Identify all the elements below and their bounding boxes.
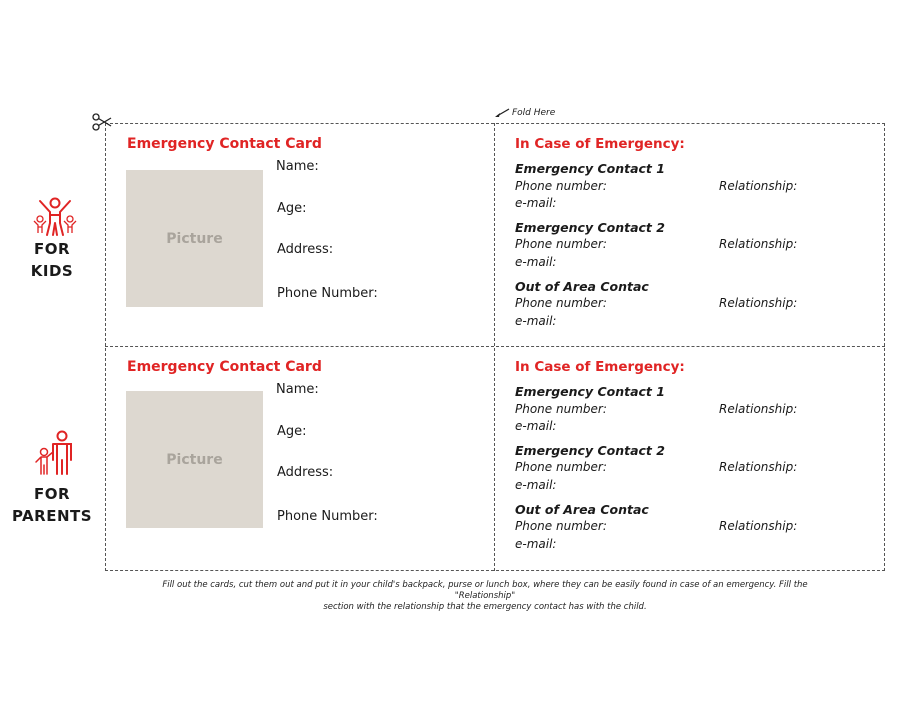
fold-here-label: Fold Here [494,108,555,118]
contact-2-heading: Emergency Contact 2 [515,220,665,235]
name-field[interactable]: Name: [276,382,319,397]
instructions-note: Fill out the cards, cut them out and put it in your child's backpack, purse or lunch box, where they can be easily found in case of an emergency. Fill the "Relationship" section with the relationship that the emergency contact has with the child. [162,580,808,612]
scissors-icon [92,113,112,131]
contact-3-phone[interactable]: Phone number: [515,519,607,533]
parents-icon [33,430,77,476]
contact-1-phone[interactable]: Phone number: [515,179,607,193]
contact-3-phone[interactable]: Phone number: [515,296,607,310]
contact-2-relationship[interactable]: Relationship: [719,237,798,251]
phone-number-field[interactable]: Phone Number: [277,286,378,301]
contact-1-relationship[interactable]: Relationship: [719,179,798,193]
fold-arrow-icon [494,108,510,118]
name-field[interactable]: Name: [276,159,319,174]
contact-1-relationship[interactable]: Relationship: [719,402,798,416]
contact-1-email[interactable]: e-mail: [515,419,557,433]
card-divider [105,346,885,347]
emergency-title: In Case of Emergency: [515,359,685,375]
contact-3-relationship[interactable]: Relationship: [719,296,798,310]
for-parents-label: FOR PARENTS [11,485,93,525]
card-title: Emergency Contact Card [127,359,322,375]
contact-1-email[interactable]: e-mail: [515,196,557,210]
contact-2-relationship[interactable]: Relationship: [719,460,798,474]
contact-2-email[interactable]: e-mail: [515,478,557,492]
age-field[interactable]: Age: [277,424,307,439]
emergency-title: In Case of Emergency: [515,136,685,152]
for-kids-label: FOR KIDS [30,240,74,280]
kids-icon [32,197,78,237]
fold-line [494,123,495,571]
address-field[interactable]: Address: [277,465,334,480]
contact-3-heading: Out of Area Contac [515,279,649,294]
contact-3-email[interactable]: e-mail: [515,314,557,328]
age-field[interactable]: Age: [277,201,307,216]
contact-1-heading: Emergency Contact 1 [515,161,665,176]
phone-number-field[interactable]: Phone Number: [277,509,378,524]
contact-3-email[interactable]: e-mail: [515,537,557,551]
picture-placeholder[interactable]: Picture [126,170,263,307]
card-title: Emergency Contact Card [127,136,322,152]
contact-2-phone[interactable]: Phone number: [515,237,607,251]
contact-1-phone[interactable]: Phone number: [515,402,607,416]
contact-2-heading: Emergency Contact 2 [515,443,665,458]
contact-2-email[interactable]: e-mail: [515,255,557,269]
contact-3-heading: Out of Area Contac [515,502,649,517]
contact-3-relationship[interactable]: Relationship: [719,519,798,533]
contact-1-heading: Emergency Contact 1 [515,384,665,399]
contact-2-phone[interactable]: Phone number: [515,460,607,474]
address-field[interactable]: Address: [277,242,334,257]
picture-placeholder[interactable]: Picture [126,391,263,528]
